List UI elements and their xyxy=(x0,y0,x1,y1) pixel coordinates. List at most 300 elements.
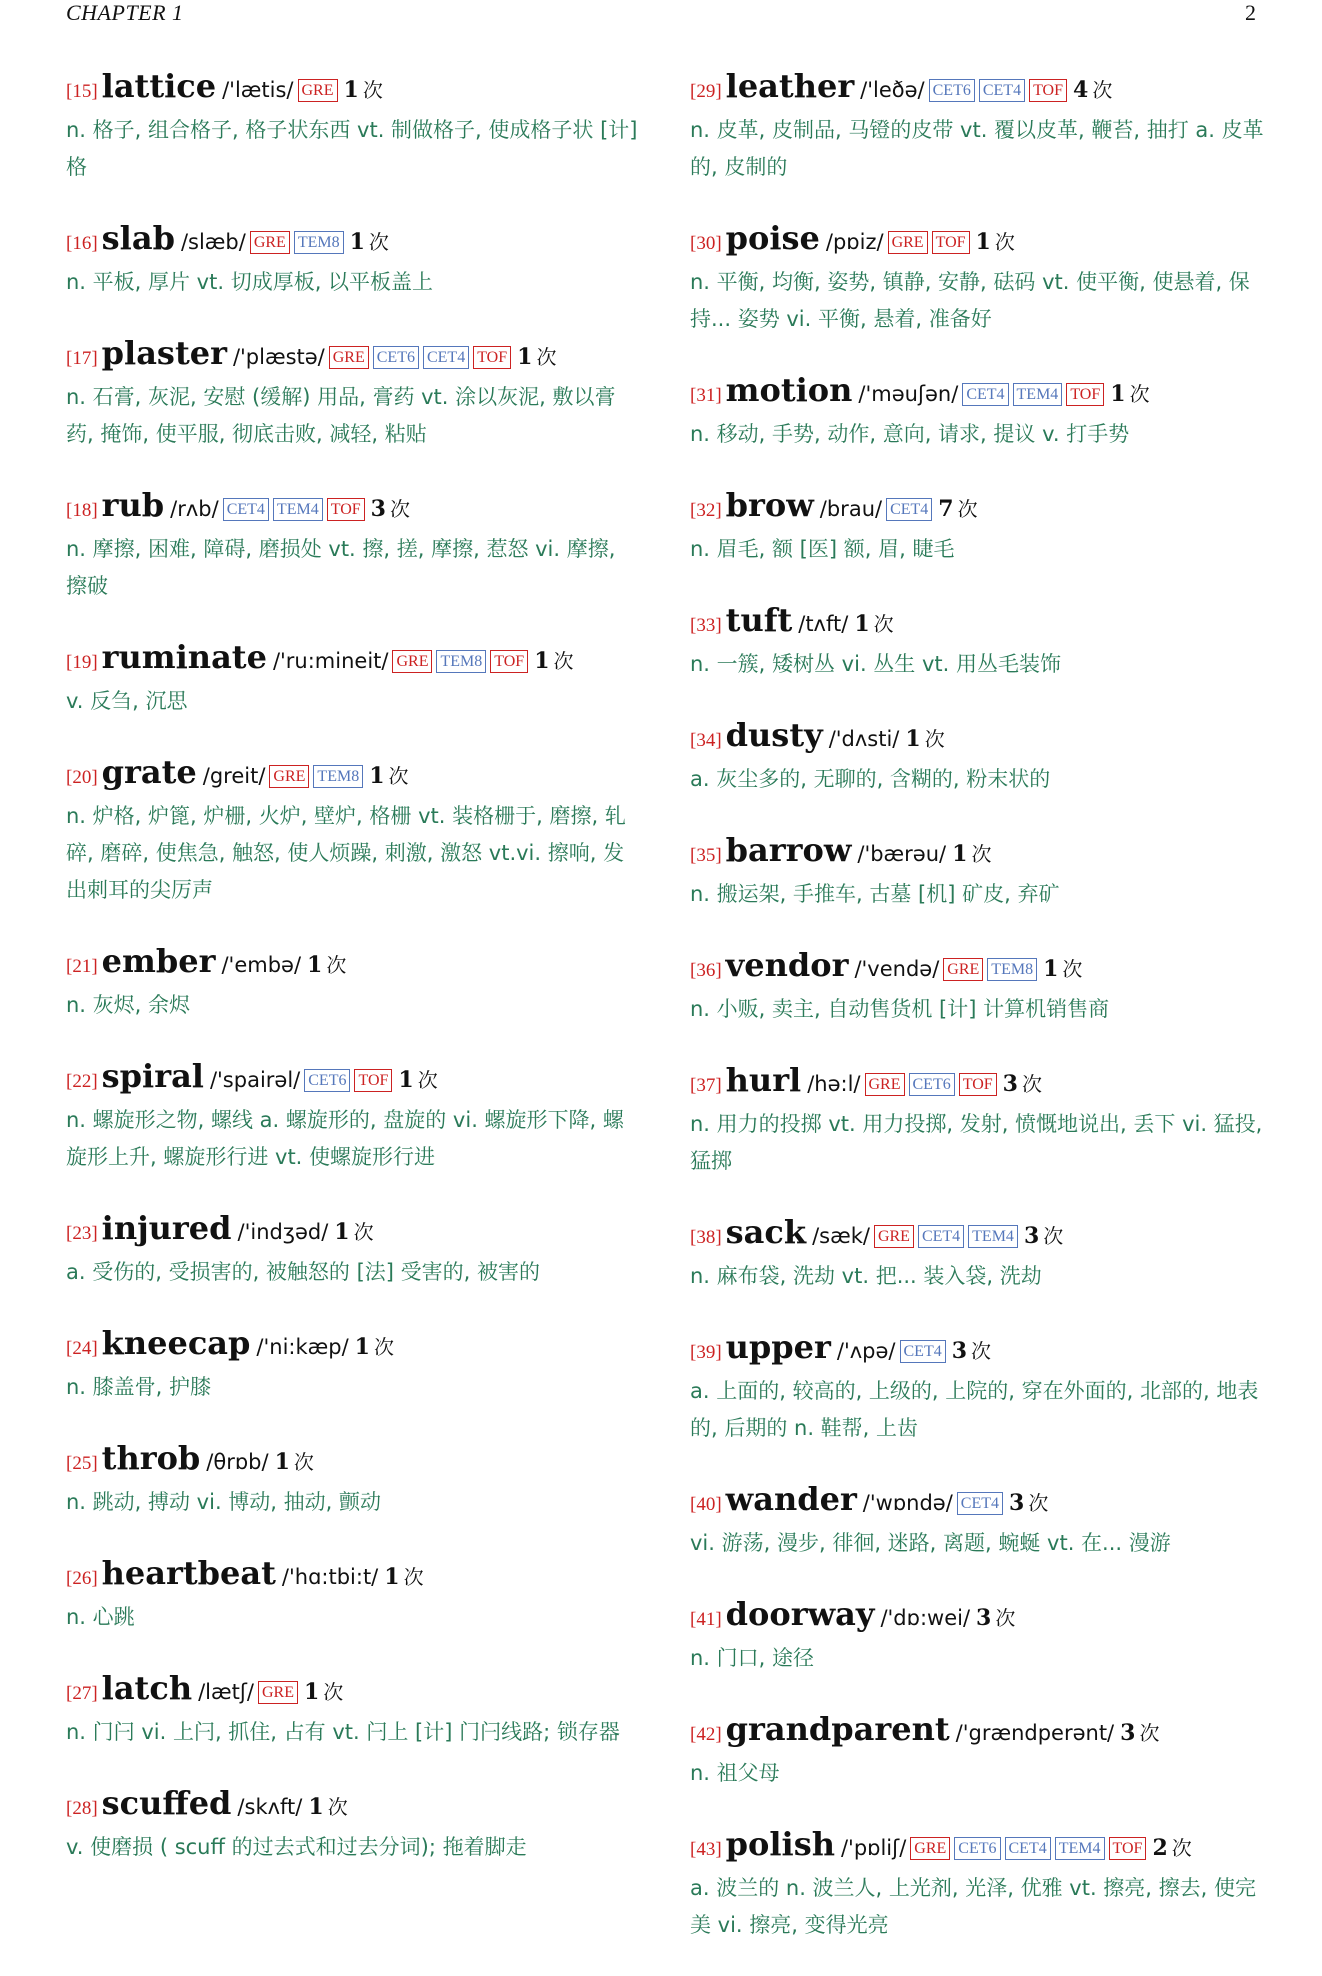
count-number: 7 xyxy=(938,496,954,522)
occurrence-count xyxy=(398,1068,437,1093)
count-unit: 次 xyxy=(1092,78,1113,102)
entry-headline xyxy=(66,1668,640,1714)
vocab-entry xyxy=(66,333,640,453)
exam-tag-cet6: CET6 xyxy=(304,1069,350,1092)
entry-phonetic: /'dʌsti/ xyxy=(828,727,900,751)
vocab-entry xyxy=(690,1060,1264,1180)
vocab-entry xyxy=(690,600,1264,683)
entry-index: [19] xyxy=(66,652,98,673)
count-unit: 次 xyxy=(389,497,410,521)
vocab-entry xyxy=(690,1709,1264,1792)
occurrence-count xyxy=(1043,957,1082,982)
entry-index: [27] xyxy=(66,1683,98,1704)
entry-word: sack xyxy=(725,1213,807,1251)
entry-phonetic: /'grændperənt/ xyxy=(955,1721,1115,1745)
entry-definition: n. 平板, 厚片 vt. 切成厚板, 以平板盖上 xyxy=(66,270,434,294)
count-number: 3 xyxy=(951,1338,968,1364)
exam-tag-tem4: TEM4 xyxy=(1055,1837,1105,1860)
count-number: 1 xyxy=(534,648,550,674)
entry-phonetic: /'dɒ:wei/ xyxy=(880,1606,971,1630)
occurrence-count xyxy=(1073,78,1112,103)
count-unit: 次 xyxy=(373,1335,394,1359)
entry-headline xyxy=(66,66,640,112)
occurrence-count xyxy=(854,612,893,637)
occurrence-count xyxy=(275,1450,314,1475)
entry-headline xyxy=(66,637,640,683)
occurrence-count xyxy=(355,1335,394,1360)
count-unit: 次 xyxy=(327,1795,348,1819)
count-number: 1 xyxy=(952,841,968,867)
entry-definition: n. 螺旋形之物, 螺线 a. 螺旋形的, 盘旋的 vi. 螺旋形下降, 螺旋形上升, 螺旋形行进 vt. 使螺旋形行进 xyxy=(66,1108,624,1169)
count-number: 3 xyxy=(1002,1071,1018,1097)
exam-tags xyxy=(896,1343,946,1362)
entry-headline xyxy=(690,485,1264,531)
count-number: 1 xyxy=(334,1219,350,1245)
entry-definition: n. 移动, 手势, 动作, 意向, 请求, 提议 v. 打手势 xyxy=(690,422,1130,446)
entry-headline xyxy=(690,1212,1264,1258)
entry-index: [39] xyxy=(690,1342,722,1363)
exam-tag-gre: GRE xyxy=(250,231,290,254)
vocab-entry xyxy=(66,1208,640,1291)
exam-tag-tof: TOF xyxy=(490,650,528,673)
entry-definition: n. 门闩 vi. 上闩, 抓住, 占有 vt. 闩上 [计] 门闩线路; 锁存器 xyxy=(66,1720,620,1744)
entry-word: upper xyxy=(725,1328,831,1366)
vocab-entry xyxy=(66,1056,640,1176)
vocab-entry xyxy=(690,218,1264,338)
entry-phonetic: /skʌft/ xyxy=(237,1795,303,1819)
vocab-entry xyxy=(690,715,1264,798)
exam-tags xyxy=(325,349,511,368)
entry-index: [23] xyxy=(66,1223,98,1244)
exam-tags xyxy=(939,961,1037,980)
entry-index: [20] xyxy=(66,767,98,788)
entry-index: [15] xyxy=(66,81,98,102)
count-unit: 次 xyxy=(873,612,894,636)
count-number: 1 xyxy=(354,1334,370,1360)
count-number: 3 xyxy=(976,1605,992,1631)
exam-tag-tof: TOF xyxy=(932,231,970,254)
entry-phonetic: /'bærəu/ xyxy=(857,842,947,866)
count-unit: 次 xyxy=(994,230,1015,254)
count-number: 1 xyxy=(384,1564,400,1590)
entry-word: doorway xyxy=(725,1595,875,1633)
exam-tag-tem8: TEM8 xyxy=(436,650,486,673)
entry-word: scuffed xyxy=(101,1784,232,1822)
entry-word: brow xyxy=(725,486,814,524)
entry-headline xyxy=(66,1553,640,1599)
exam-tags xyxy=(294,82,338,101)
exam-tags xyxy=(884,234,970,253)
occurrence-count xyxy=(1003,1072,1042,1097)
entry-word: barrow xyxy=(725,831,852,869)
exam-tag-tof: TOF xyxy=(1109,1837,1147,1860)
entry-headline xyxy=(690,1060,1264,1106)
entry-word: rub xyxy=(101,486,165,524)
entry-word: plaster xyxy=(101,334,227,372)
entry-index: [21] xyxy=(66,956,98,977)
count-number: 1 xyxy=(303,1679,320,1705)
count-unit: 次 xyxy=(1043,1224,1064,1248)
count-number: 1 xyxy=(1043,956,1059,982)
entry-phonetic: /tʌft/ xyxy=(798,612,849,636)
entry-definition: vi. 游荡, 漫步, 徘徊, 迷路, 离题, 蜿蜒 vt. 在... 漫游 xyxy=(690,1531,1171,1555)
vocab-entry xyxy=(690,1212,1264,1295)
entry-phonetic: /'lætis/ xyxy=(222,78,294,102)
vocab-entry xyxy=(66,1783,640,1866)
entry-headline xyxy=(690,830,1264,876)
entry-headline xyxy=(66,1056,640,1102)
exam-tag-cet6: CET6 xyxy=(954,1837,1000,1860)
entry-definition: n. 灰烬, 余烬 xyxy=(66,993,191,1017)
exam-tags xyxy=(265,768,363,787)
entry-phonetic: /'ru:mineit/ xyxy=(272,649,389,673)
count-unit: 次 xyxy=(995,1606,1016,1630)
entry-index: [41] xyxy=(690,1609,722,1630)
entry-word: poise xyxy=(725,219,820,257)
exam-tag-tem8: TEM8 xyxy=(313,765,363,788)
exam-tag-gre: GRE xyxy=(874,1225,914,1248)
entry-word: throb xyxy=(101,1439,201,1477)
entry-word: kneecap xyxy=(101,1324,251,1362)
occurrence-count xyxy=(952,1339,991,1364)
exam-tag-cet4: CET4 xyxy=(957,1492,1003,1515)
entry-headline xyxy=(690,1479,1264,1525)
exam-tag-gre: GRE xyxy=(269,765,309,788)
entry-index: [30] xyxy=(690,233,722,254)
occurrence-count xyxy=(905,727,944,752)
entry-phonetic: /lætʃ/ xyxy=(198,1680,254,1704)
occurrence-count xyxy=(344,78,383,103)
entry-headline xyxy=(690,1594,1264,1640)
exam-tags xyxy=(953,1495,1003,1514)
vocab-entry xyxy=(690,945,1264,1028)
exam-tag-tof: TOF xyxy=(1029,79,1067,102)
entry-word: dusty xyxy=(725,716,823,754)
entry-definition: n. 祖父母 xyxy=(690,1761,780,1785)
exam-tag-tem4: TEM4 xyxy=(1013,383,1063,406)
page-number: 2 xyxy=(1245,0,1256,25)
entry-index: [24] xyxy=(66,1338,98,1359)
count-unit: 次 xyxy=(971,1339,992,1363)
entry-word: polish xyxy=(725,1825,835,1863)
vocab-entry xyxy=(66,1323,640,1406)
entry-word: injured xyxy=(101,1209,232,1247)
vocab-entry xyxy=(66,485,640,605)
entry-word: ember xyxy=(101,942,216,980)
entry-index: [33] xyxy=(690,615,722,636)
entry-phonetic: /hə:l/ xyxy=(807,1072,861,1096)
vocab-entry xyxy=(690,485,1264,568)
count-unit: 次 xyxy=(323,1680,344,1704)
entry-index: [38] xyxy=(690,1227,722,1248)
count-unit: 次 xyxy=(403,1565,424,1589)
entry-index: [26] xyxy=(66,1568,98,1589)
count-unit: 次 xyxy=(368,230,389,254)
entry-definition: n. 心跳 xyxy=(66,1605,135,1629)
entry-phonetic: /'plæstə/ xyxy=(232,345,325,369)
entry-phonetic: /θrɒb/ xyxy=(206,1450,269,1474)
page-header xyxy=(66,0,1256,28)
count-number: 1 xyxy=(854,611,870,637)
entry-headline xyxy=(690,218,1264,264)
exam-tag-gre: GRE xyxy=(943,958,983,981)
entry-word: slab xyxy=(101,219,175,257)
occurrence-count xyxy=(1110,382,1149,407)
entry-phonetic: /rʌb/ xyxy=(170,497,219,521)
entry-headline xyxy=(690,945,1264,991)
vocab-entry xyxy=(690,66,1264,186)
count-number: 1 xyxy=(343,77,359,103)
count-unit: 次 xyxy=(293,1450,314,1474)
entry-headline xyxy=(66,218,640,264)
entry-definition: a. 受伤的, 受损害的, 被触怒的 [法] 受害的, 被害的 xyxy=(66,1260,541,1284)
exam-tag-tem4: TEM4 xyxy=(273,498,323,521)
exam-tag-tof: TOF xyxy=(354,1069,392,1092)
count-unit: 次 xyxy=(957,497,978,521)
vocab-entry xyxy=(66,66,640,186)
count-number: 3 xyxy=(370,496,386,522)
count-number: 1 xyxy=(308,1794,324,1820)
exam-tags xyxy=(925,82,1067,101)
entry-word: latch xyxy=(101,1669,193,1707)
exam-tag-cet4: CET4 xyxy=(223,498,269,521)
exam-tag-gre: GRE xyxy=(258,1681,298,1704)
entry-index: [42] xyxy=(690,1724,722,1745)
entry-headline xyxy=(66,941,640,987)
entry-headline xyxy=(66,1438,640,1484)
entry-index: [36] xyxy=(690,960,722,981)
entry-index: [40] xyxy=(690,1494,722,1515)
entry-definition: n. 搬运架, 手推车, 古墓 [机] 矿皮, 弃矿 xyxy=(690,882,1060,906)
occurrence-count xyxy=(308,1795,347,1820)
exam-tag-tof: TOF xyxy=(327,498,365,521)
entry-phonetic: /brau/ xyxy=(819,497,883,521)
count-number: 1 xyxy=(369,763,385,789)
exam-tags xyxy=(861,1076,997,1095)
entry-definition: n. 小贩, 卖主, 自动售货机 [计] 计算机销售商 xyxy=(690,997,1110,1021)
exam-tag-tof: TOF xyxy=(473,346,511,369)
entry-headline xyxy=(66,485,640,531)
entry-definition: v. 使磨损 ( scuff 的过去式和过去分词); 拖着脚走 xyxy=(66,1835,527,1859)
occurrence-count xyxy=(369,764,408,789)
entry-definition: n. 平衡, 均衡, 姿势, 镇静, 安静, 砝码 vt. 使平衡, 使悬着, 保持... 姿势 vi. 平衡, 悬着, 准备好 xyxy=(690,270,1250,331)
vocab-entry xyxy=(66,1438,640,1521)
count-number: 1 xyxy=(398,1067,414,1093)
count-unit: 次 xyxy=(417,1068,438,1092)
count-unit: 次 xyxy=(326,953,347,977)
exam-tag-cet4: CET4 xyxy=(979,79,1025,102)
count-number: 3 xyxy=(1023,1223,1040,1249)
vocab-entry xyxy=(66,752,640,909)
entry-word: grandparent xyxy=(725,1710,950,1748)
entry-headline xyxy=(66,333,640,379)
entry-index: [17] xyxy=(66,348,98,369)
exam-tag-gre: GRE xyxy=(329,346,369,369)
entry-definition: n. 摩擦, 困难, 障碍, 磨损处 vt. 擦, 搓, 摩擦, 惹怒 vi. 摩擦, 擦破 xyxy=(66,537,616,598)
count-number: 1 xyxy=(905,726,921,752)
count-unit: 次 xyxy=(1062,957,1083,981)
entry-definition: a. 灰尘多的, 无聊的, 含糊的, 粉末状的 xyxy=(690,767,1051,791)
entry-word: ruminate xyxy=(101,638,267,676)
occurrence-count xyxy=(384,1565,423,1590)
exam-tag-tof: TOF xyxy=(959,1073,997,1096)
entry-definition: a. 上面的, 较高的, 上级的, 上院的, 穿在外面的, 北部的, 地表的, 后期的 n. 鞋帮, 上齿 xyxy=(690,1379,1259,1440)
exam-tags xyxy=(882,501,932,520)
count-number: 3 xyxy=(1120,1720,1136,1746)
vocabulary-columns xyxy=(66,66,1264,1976)
entry-index: [25] xyxy=(66,1453,98,1474)
entry-headline xyxy=(690,1709,1264,1755)
vocab-entry xyxy=(690,830,1264,913)
entry-phonetic: /'məuʃən/ xyxy=(858,382,959,406)
exam-tag-gre: GRE xyxy=(888,231,928,254)
exam-tag-cet6: CET6 xyxy=(909,1073,955,1096)
vocab-entry xyxy=(66,941,640,1024)
exam-tag-gre: GRE xyxy=(392,650,432,673)
exam-tags xyxy=(870,1228,1018,1247)
occurrence-count xyxy=(534,649,573,674)
entry-headline xyxy=(690,715,1264,761)
exam-tag-gre: GRE xyxy=(910,1837,950,1860)
entry-index: [32] xyxy=(690,500,722,521)
exam-tag-cet4: CET4 xyxy=(423,346,469,369)
entry-phonetic: /'spairəl/ xyxy=(209,1068,301,1092)
vocab-entry xyxy=(690,1479,1264,1562)
entry-index: [35] xyxy=(690,845,722,866)
count-unit: 次 xyxy=(388,764,409,788)
count-number: 1 xyxy=(975,229,991,255)
entry-phonetic: /'ʌpə/ xyxy=(836,1339,896,1363)
exam-tags xyxy=(254,1684,298,1703)
entry-phonetic: /'wɒndə/ xyxy=(862,1491,953,1515)
vocab-entry xyxy=(66,1668,640,1751)
vocab-entry xyxy=(66,1553,640,1636)
exam-tag-cet6: CET6 xyxy=(373,346,419,369)
occurrence-count xyxy=(938,497,977,522)
entry-definition: n. 皮革, 皮制品, 马镫的皮带 vt. 覆以皮革, 鞭苔, 抽打 a. 皮革的, 皮制的 xyxy=(690,118,1264,179)
exam-tag-cet4: CET4 xyxy=(918,1225,964,1248)
entry-headline xyxy=(690,1824,1264,1870)
entry-word: leather xyxy=(725,67,855,105)
count-number: 1 xyxy=(274,1449,290,1475)
entry-word: spiral xyxy=(101,1057,204,1095)
count-unit: 次 xyxy=(1171,1836,1192,1860)
entry-definition: n. 一簇, 矮树丛 vi. 丛生 vt. 用丛毛装饰 xyxy=(690,652,1061,676)
entry-index: [22] xyxy=(66,1071,98,1092)
count-unit: 次 xyxy=(536,345,557,369)
entry-headline xyxy=(66,1208,640,1254)
entry-phonetic: /'hɑ:tbi:t/ xyxy=(281,1565,379,1589)
entry-phonetic: /'pɒliʃ/ xyxy=(840,1836,907,1860)
occurrence-count xyxy=(307,953,346,978)
exam-tag-tem8: TEM8 xyxy=(294,231,344,254)
exam-tag-tem8: TEM8 xyxy=(987,958,1037,981)
entry-word: grate xyxy=(101,753,197,791)
entry-phonetic: /slæb/ xyxy=(180,230,246,254)
exam-tag-cet4: CET4 xyxy=(900,1340,946,1363)
exam-tag-gre: GRE xyxy=(865,1073,905,1096)
count-unit: 次 xyxy=(362,78,383,102)
entry-headline xyxy=(690,66,1264,112)
entry-word: heartbeat xyxy=(101,1554,276,1592)
exam-tag-tof: TOF xyxy=(1066,383,1104,406)
entry-definition: n. 格子, 组合格子, 格子状东西 vt. 制做格子, 使成格子状 [计] 格 xyxy=(66,118,638,179)
exam-tags xyxy=(906,1840,1146,1859)
entry-word: motion xyxy=(725,371,853,409)
vocab-entry xyxy=(690,1824,1264,1944)
count-unit: 次 xyxy=(971,842,992,866)
chapter-title: CHAPTER 1 xyxy=(66,0,184,25)
occurrence-count xyxy=(304,1680,343,1705)
exam-tags xyxy=(300,1072,392,1091)
entry-word: tuft xyxy=(725,601,793,639)
count-unit: 次 xyxy=(1021,1072,1042,1096)
entry-definition: v. 反刍, 沉思 xyxy=(66,689,188,713)
entry-word: lattice xyxy=(101,67,217,105)
count-number: 1 xyxy=(307,952,323,978)
entry-definition: n. 跳动, 搏动 vi. 博动, 抽动, 颤动 xyxy=(66,1490,381,1514)
entry-definition: n. 用力的投掷 vt. 用力投掷, 发射, 愤慨地说出, 丢下 vi. 猛投, 猛掷 xyxy=(690,1112,1263,1173)
entry-word: hurl xyxy=(725,1061,802,1099)
count-number: 3 xyxy=(1009,1490,1025,1516)
entry-definition: a. 波兰的 n. 波兰人, 上光剂, 光泽, 优雅 vt. 擦亮, 擦去, 使完美 vi. 擦亮, 变得光亮 xyxy=(690,1876,1256,1937)
exam-tags xyxy=(219,501,365,520)
count-number: 4 xyxy=(1073,77,1089,103)
occurrence-count xyxy=(517,345,556,370)
exam-tags xyxy=(958,386,1104,405)
entry-index: [34] xyxy=(690,730,722,751)
entry-word: wander xyxy=(725,1480,857,1518)
entry-index: [29] xyxy=(690,81,722,102)
count-unit: 次 xyxy=(553,649,574,673)
right-column xyxy=(690,66,1264,1976)
entry-phonetic: /greit/ xyxy=(202,764,266,788)
occurrence-count xyxy=(976,1606,1015,1631)
exam-tag-cet6: CET6 xyxy=(929,79,975,102)
entry-headline xyxy=(66,1323,640,1369)
entry-definition: n. 眉毛, 额 [医] 额, 眉, 睫毛 xyxy=(690,537,955,561)
exam-tag-cet4: CET4 xyxy=(886,498,932,521)
vocab-entry xyxy=(66,218,640,301)
occurrence-count xyxy=(1009,1491,1048,1516)
entry-index: [43] xyxy=(690,1839,722,1860)
occurrence-count xyxy=(1152,1836,1191,1861)
entry-phonetic: /'indʒəd/ xyxy=(237,1220,329,1244)
count-number: 1 xyxy=(349,229,365,255)
entry-word: vendor xyxy=(725,946,849,984)
vocab-entry xyxy=(66,637,640,720)
entry-phonetic: /'ni:kæp/ xyxy=(256,1335,349,1359)
entry-index: [28] xyxy=(66,1798,98,1819)
exam-tag-tem4: TEM4 xyxy=(968,1225,1018,1248)
entry-headline xyxy=(690,370,1264,416)
exam-tags xyxy=(246,234,344,253)
occurrence-count xyxy=(1024,1224,1063,1249)
entry-index: [18] xyxy=(66,500,98,521)
exam-tag-cet4: CET4 xyxy=(962,383,1008,406)
entry-definition: n. 炉格, 炉篦, 炉栅, 火炉, 壁炉, 格栅 vt. 装格栅于, 磨擦, 轧碎, 磨碎, 使焦急, 触怒, 使人烦躁, 刺激, 激怒 vt.vi. 擦响, 发出刺耳的尖厉声 xyxy=(66,804,626,902)
occurrence-count xyxy=(334,1220,373,1245)
entry-phonetic: /pɒiz/ xyxy=(825,230,884,254)
entry-phonetic: /sæk/ xyxy=(812,1224,870,1248)
entry-index: [16] xyxy=(66,233,98,254)
occurrence-count xyxy=(371,497,410,522)
entry-headline xyxy=(66,752,640,798)
entry-definition: n. 门口, 途径 xyxy=(690,1646,815,1670)
entry-headline xyxy=(690,600,1264,646)
left-column xyxy=(66,66,640,1976)
occurrence-count xyxy=(1120,1721,1159,1746)
